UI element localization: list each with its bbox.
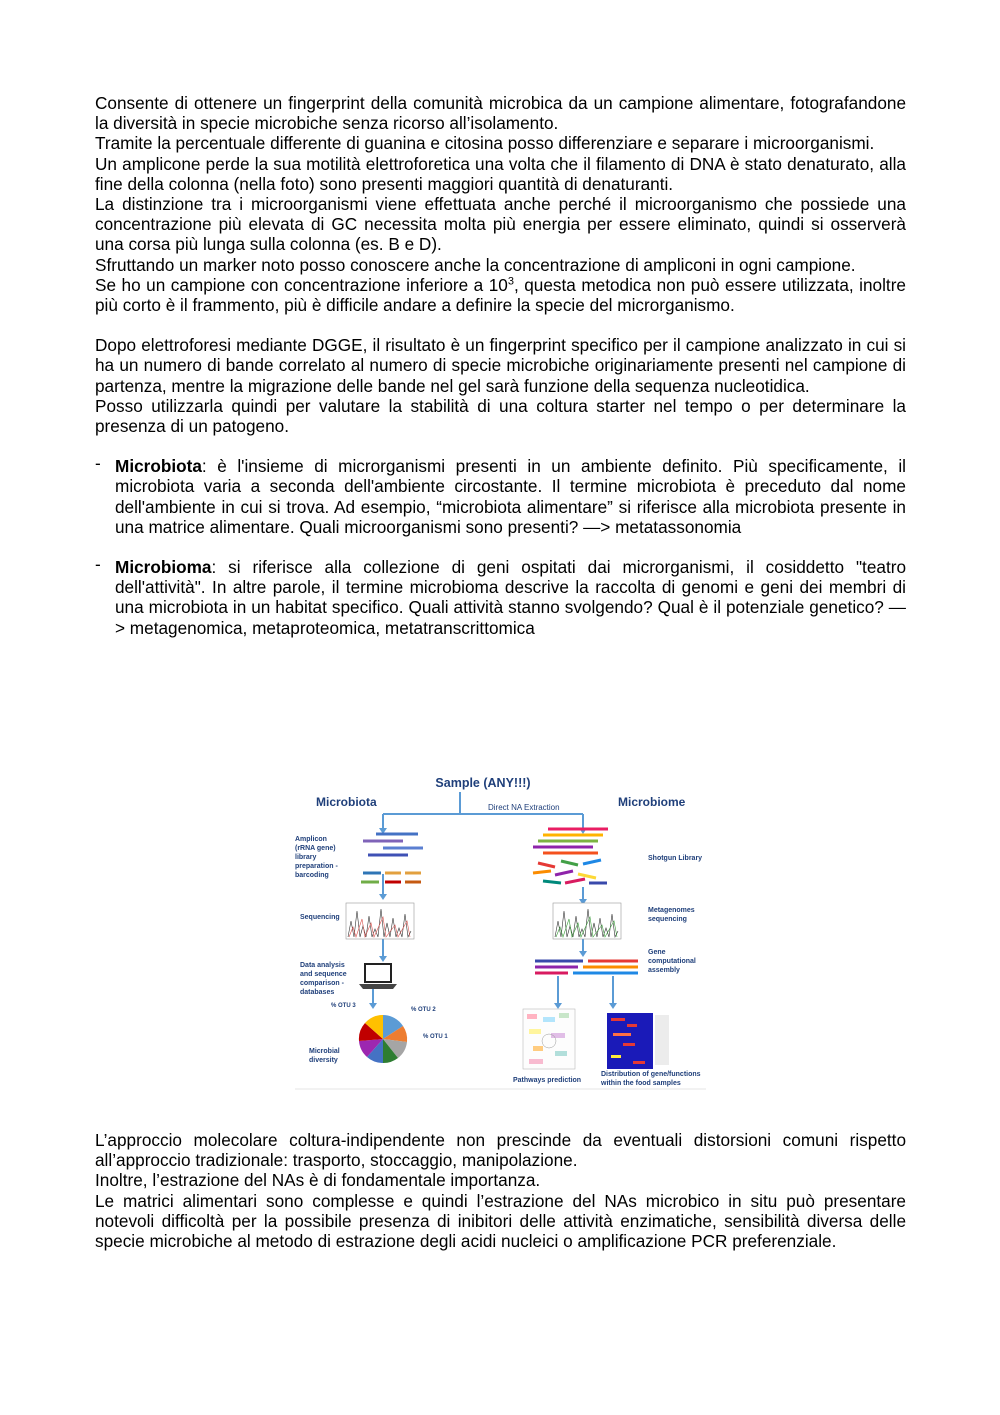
data-analysis-label: Data analysis xyxy=(300,962,345,969)
right-header: Microbiome xyxy=(618,795,686,809)
paragraph-concentration xyxy=(95,275,906,315)
gene-assembly-bars xyxy=(535,961,638,973)
superscript: 3 xyxy=(507,275,514,288)
sequencing-chromatogram-right xyxy=(553,903,621,939)
shotgun-label: Shotgun Library xyxy=(648,855,703,862)
bullet-dash: - xyxy=(95,453,101,474)
sequencing-label: Sequencing xyxy=(300,914,340,921)
diversity-label: Microbial xyxy=(309,1048,340,1055)
amplicon-label: library xyxy=(295,854,317,861)
paragraph: Le matrici alimentari sono complesse e quindi l’estrazione del NAs microbico in situ può presentare notevoli difficoltà per la possibile presenza di inibitori delle attività enzimatiche, sensibilità diversa delle specie microbiche al metodo di estrazione degli acidi nucleici o amplificazione PCR preferenziale. xyxy=(95,1190,906,1252)
definition: : è l'insieme di microrganismi presenti in un ambiente definito. Più specificamente, il microbiota varia a seconda dell'ambiente circostante. Il termine microbiota è preceduto dal nome dell'ambiente in cui si trova. Ad esempio, “microbiota alimentare” si riferisce alla microbiota presente in una matrice alimentare. Quali microorganismi sono presenti? —> metatassonomia xyxy=(115,456,906,537)
term: Microbiota xyxy=(115,456,202,477)
document-page xyxy=(95,93,906,638)
data-analysis-label: and sequence xyxy=(300,971,347,978)
gene-assembly-label: Gene xyxy=(648,949,666,956)
distribution-heatmap-image xyxy=(607,1013,669,1069)
amplicon-label: barcoding xyxy=(295,872,329,879)
bullet-dash: - xyxy=(95,554,101,575)
pathways-map-image xyxy=(523,1009,575,1069)
text-fragment: , questa metodica non può essere utilizzata, inoltre più corto è il frammento, più è difficile andare a definire la specie del microrganismo. xyxy=(95,274,906,316)
pathways-label: Pathways prediction xyxy=(513,1077,582,1084)
shotgun-bars xyxy=(533,829,608,883)
term: Microbioma xyxy=(115,557,212,578)
diversity-label: diversity xyxy=(309,1057,338,1064)
paragraph: Inoltre, l’estrazione del NAs è di fondamentale importanza. xyxy=(95,1170,541,1191)
paragraph: Consente di ottenere un fingerprint della comunità microbica da un campione alimentare, fotografandone la diversità in specie microbiche senza ricorso all’isolamento. xyxy=(95,93,906,134)
definition: : si riferisce alla collezione di geni ospitati dai microrganismi, il cosiddetto "teatro dell'attività". In altre parole, il termine microbioma descrive la raccolta di genomi e geni dei membri di una microbiota in un habitat specifico. Quali attività stanno svolgendo? Qual è il potenziale genetico? —> metagenomica, metaproteomica, metatranscrittomica xyxy=(115,557,906,638)
data-analysis-label: databases xyxy=(300,989,335,996)
paragraph: L’approccio molecolare coltura-indipendente non prescinde da eventuali distorsioni comuni rispetto all’approccio tradizionale: trasporto, stoccaggio, manipolazione. xyxy=(95,1130,906,1171)
figure-title: Sample (ANY!!!) xyxy=(435,776,531,790)
gene-assembly-label: computational xyxy=(648,958,696,965)
paragraph: Dopo elettroforesi mediante DGGE, il risultato è un fingerprint specifico per il campione analizzato in cui si ha un numero di bande correlato al numero di specie microbiche originariamente presenti nel campione di partenza, mentre la migrazione delle bande nel gel sarà funzione della sequenza nucleotidica. xyxy=(95,335,906,396)
otu-label: % OTU 3 xyxy=(331,1003,356,1009)
data-analysis-label: comparison - xyxy=(300,980,344,987)
distribution-label: within the food samples xyxy=(601,1080,681,1087)
paragraph: Sfruttando un marker noto posso conoscere anche la concentrazione di ampliconi in ogni campione. xyxy=(95,254,856,275)
metagenomes-label: sequencing xyxy=(648,916,687,923)
paragraph: Tramite la percentuale differente di guanina e citosina posso differenziare e separare i microorganismi. xyxy=(95,133,875,154)
text-fragment: Se ho un campione con concentrazione inferiore a 10 xyxy=(95,274,508,295)
amplicon-label: Amplicon xyxy=(295,836,327,843)
gene-assembly-label: assembly xyxy=(648,967,680,974)
amplicon-bars xyxy=(361,834,423,882)
list-item-microbioma xyxy=(95,554,906,638)
list-item-microbiota xyxy=(95,453,906,537)
metagenomes-label: Metagenomes xyxy=(648,907,695,914)
flow-arrows xyxy=(373,792,613,1003)
amplicon-label: preparation - xyxy=(295,863,338,870)
microbiota-microbiome-figure xyxy=(293,771,708,1091)
amplicon-label: (rRNA gene) xyxy=(295,845,336,852)
document-page-bottom xyxy=(95,1130,906,1251)
left-header: Microbiota xyxy=(316,795,377,809)
laptop-icon xyxy=(359,964,397,989)
paragraph: La distinzione tra i microorganismi viene effettuata anche perché il microorganismo che possiede una concentrazione più elevata di GC necessita molta più energia per essere eliminato, quindi si osserverà una corsa più lunga sulla colonna (es. B e D). xyxy=(95,194,906,255)
sequencing-chromatogram-left xyxy=(346,903,414,939)
paragraph: Posso utilizzarla quindi per valutare la stabilità di una coltura starter nel tempo o per determinare la presenza di un patogeno. xyxy=(95,395,906,437)
otu-label: % OTU 2 xyxy=(411,1007,436,1013)
otu-label: % OTU 1 xyxy=(423,1034,448,1040)
center-label: Direct NA Extraction xyxy=(488,803,560,812)
otu-pie-chart xyxy=(359,1015,407,1063)
paragraph: Un amplicone perde la sua motilità elettroforetica una volta che il filamento di DNA è stato denaturato, alla fine della colonna (nella foto) sono presenti maggiori quantità di denaturanti. xyxy=(95,153,906,194)
distribution-label: Distribution of gene/functions xyxy=(601,1071,701,1078)
